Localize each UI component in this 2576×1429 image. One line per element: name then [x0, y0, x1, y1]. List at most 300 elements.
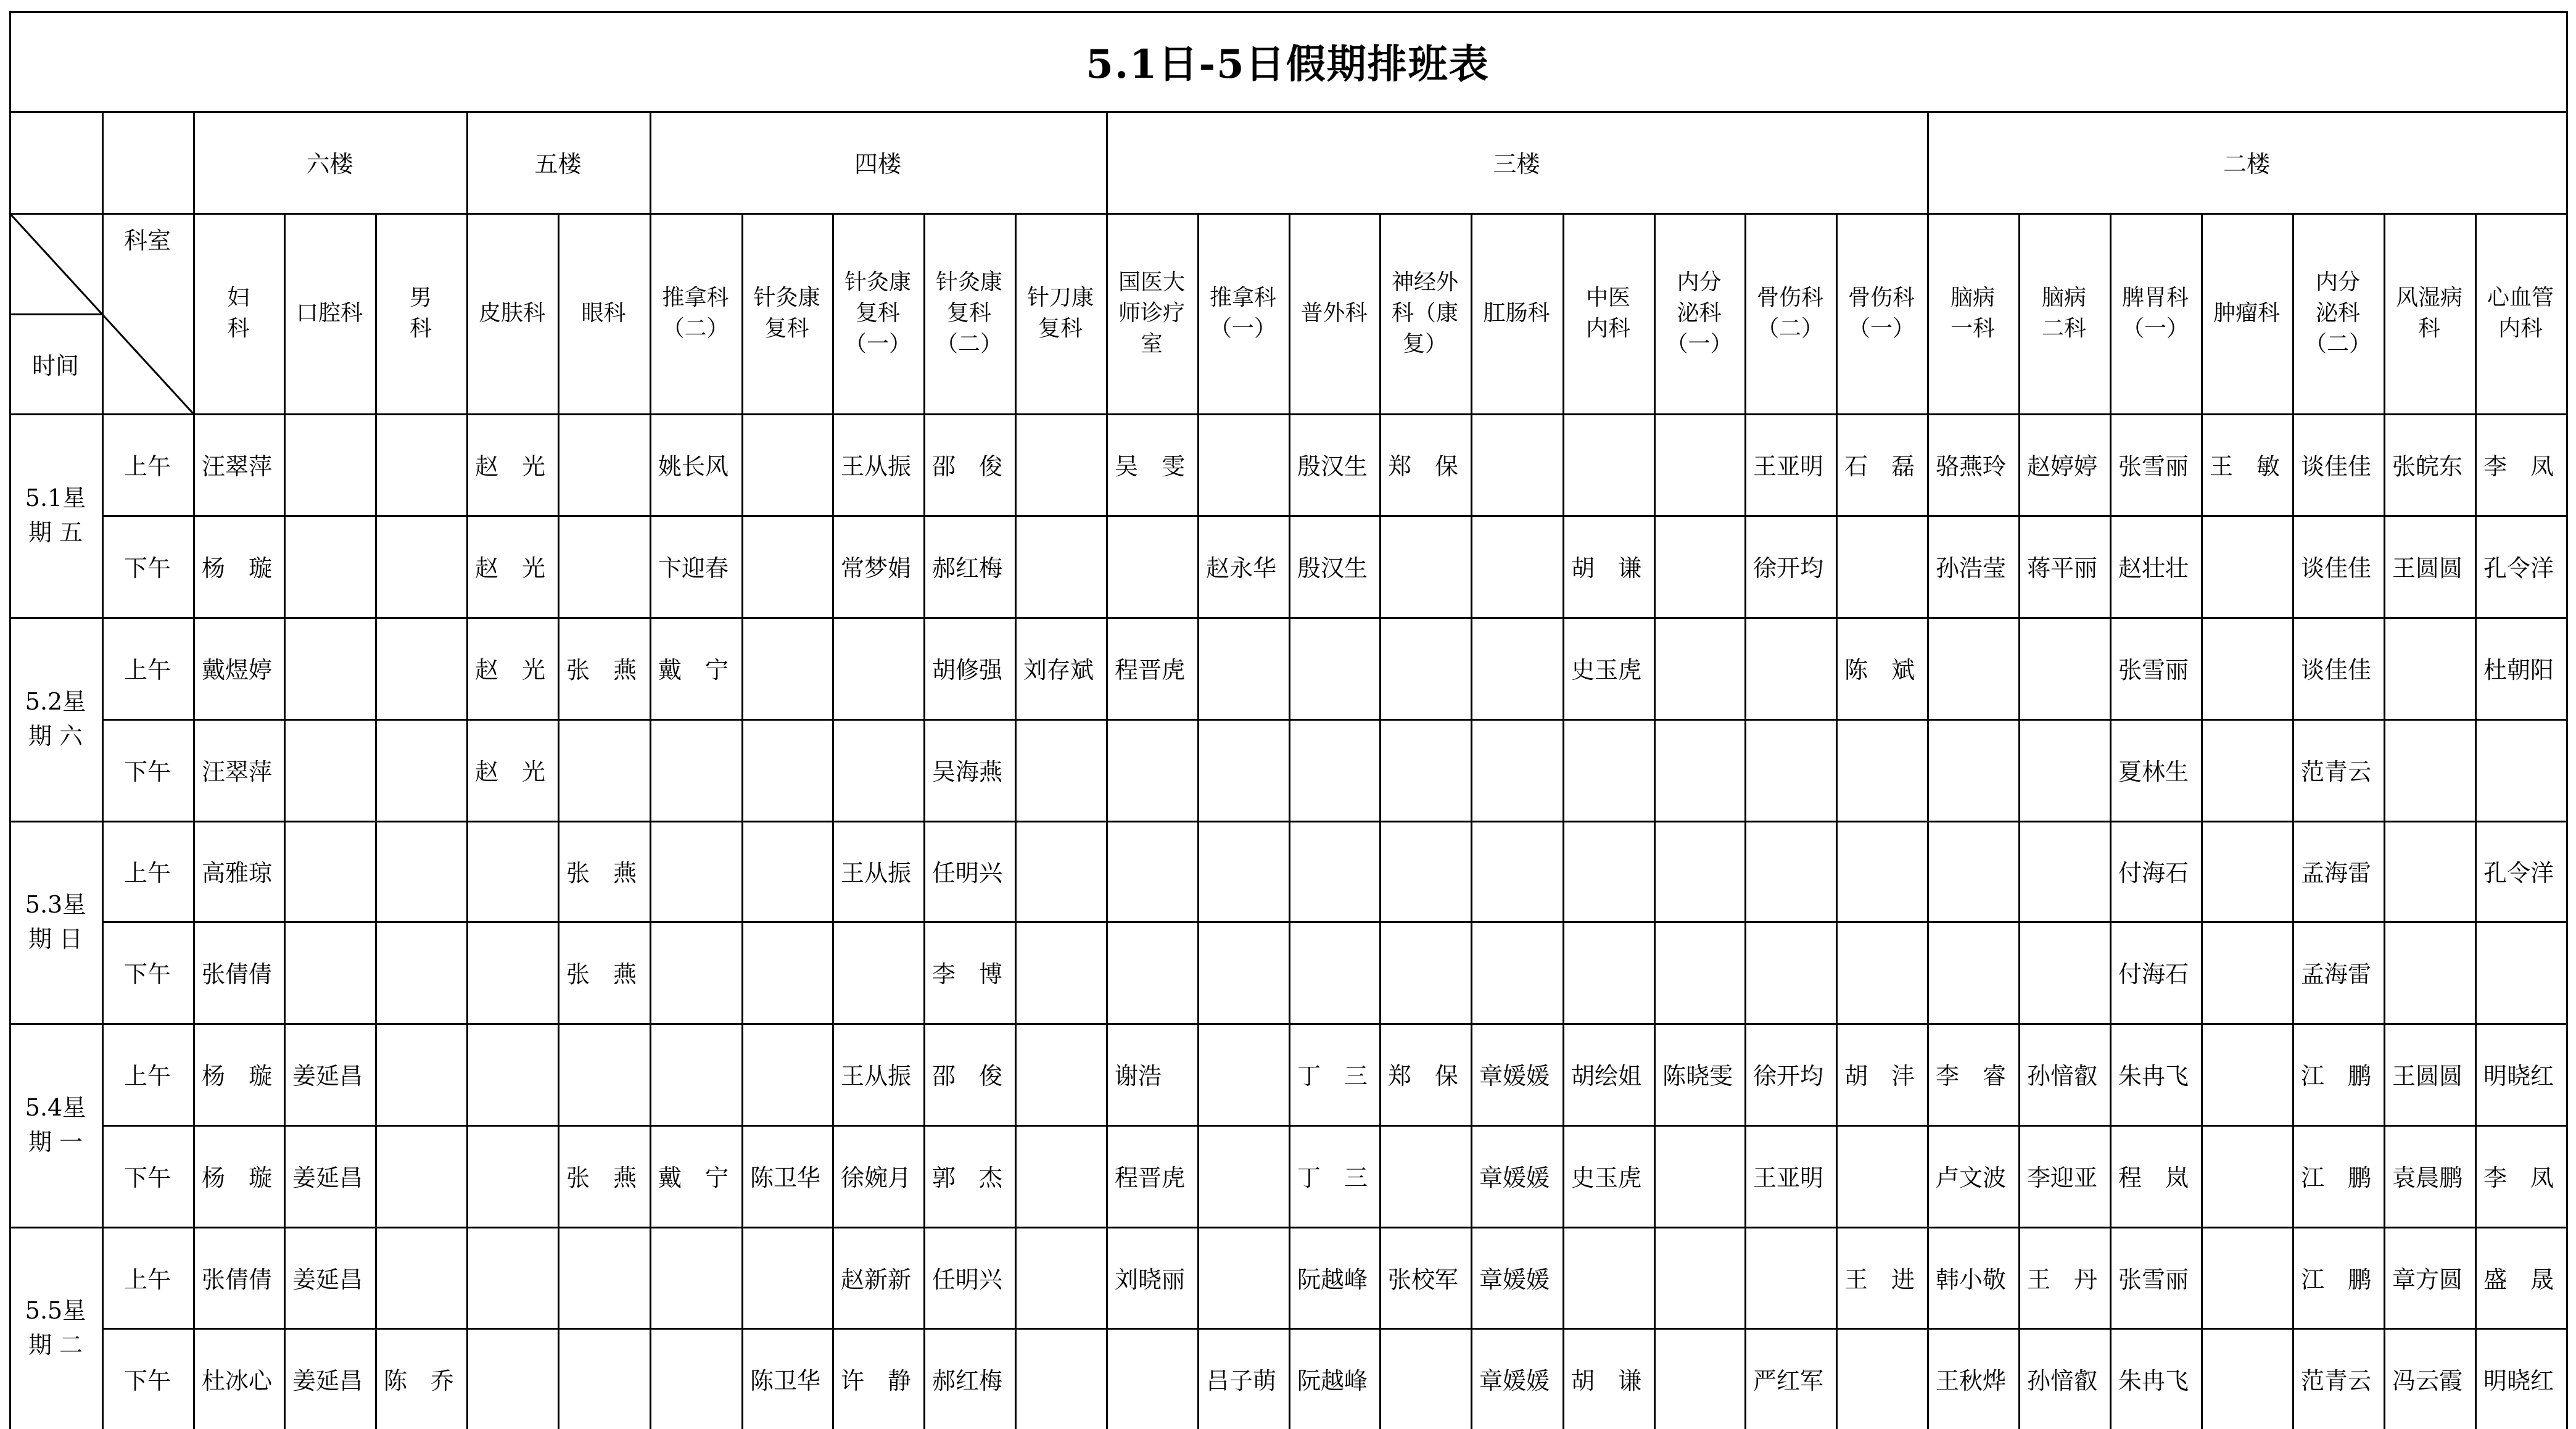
staff-name-cell — [2018, 719, 2110, 821]
staff-name-cell: 赵婷婷 — [2027, 453, 2098, 480]
staff-name-cell — [1106, 1328, 1197, 1429]
dept-header: 肿瘤科 — [2213, 300, 2280, 326]
staff-name-cell — [1927, 921, 2018, 1023]
staff-name-cell: 王秋烨 — [1936, 1367, 2007, 1394]
staff-name-cell: 赵壮壮 — [2118, 555, 2189, 582]
staff-name-cell — [1197, 1023, 1289, 1125]
corner-diagonal — [9, 213, 193, 413]
dept-header: 妇科 — [227, 284, 268, 341]
staff-name-cell: 杜朝阳 — [2483, 657, 2554, 684]
staff-name-cell: 赵 光 — [475, 758, 546, 785]
staff-name-cell — [1197, 821, 1289, 921]
staff-name-cell: 邵 俊 — [932, 1062, 1003, 1090]
staff-name-cell — [2201, 821, 2292, 921]
staff-name-cell: 章方圆 — [2392, 1265, 2463, 1293]
staff-name-cell — [1471, 719, 1563, 821]
staff-name-cell — [1197, 617, 1289, 719]
staff-name-cell: 姜延昌 — [292, 1062, 363, 1090]
staff-name-cell: 丁 三 — [1297, 1164, 1368, 1191]
staff-name-cell — [2384, 719, 2475, 821]
staff-name-cell: 胡 谦 — [1571, 555, 1642, 582]
staff-name-cell — [284, 617, 375, 719]
staff-name-cell: 胡 谦 — [1571, 1367, 1642, 1394]
staff-name-cell: 殷汉生 — [1297, 453, 1368, 480]
period-label: 上午 — [123, 1062, 171, 1090]
staff-name-cell — [1654, 1125, 1744, 1227]
staff-name-cell: 严红军 — [1753, 1367, 1824, 1394]
staff-name-cell: 孙愔叡 — [2027, 1062, 2098, 1090]
staff-name-cell — [1744, 617, 1836, 719]
staff-name-cell — [466, 1328, 558, 1429]
staff-name-cell — [284, 515, 375, 617]
staff-name-cell: 陈卫华 — [750, 1367, 821, 1394]
staff-name-cell — [1654, 413, 1744, 515]
staff-name-cell — [375, 515, 466, 617]
staff-name-cell — [1836, 719, 1927, 821]
staff-name-cell: 吴 雯 — [1115, 453, 1186, 480]
staff-name-cell — [1654, 1227, 1744, 1328]
staff-name-cell: 章媛媛 — [1479, 1367, 1550, 1394]
staff-name-cell — [2018, 821, 2110, 921]
dept-header: 骨伤科 （二） — [1756, 284, 1823, 341]
staff-name-cell — [558, 1328, 650, 1429]
staff-name-cell: 李 博 — [932, 961, 1003, 988]
staff-name-cell — [1654, 921, 1744, 1023]
staff-name-cell: 姜延昌 — [292, 1367, 363, 1394]
staff-name-cell — [1836, 821, 1927, 921]
staff-name-cell — [466, 921, 558, 1023]
staff-name-cell: 王亚明 — [1753, 453, 1824, 480]
dept-header: 中医 内科 — [1585, 284, 1630, 341]
staff-name-cell: 江 鹏 — [2301, 1265, 2372, 1293]
staff-name-cell: 胡修强 — [932, 657, 1003, 684]
staff-name-cell — [741, 1023, 832, 1125]
staff-name-cell — [375, 413, 466, 515]
staff-name-cell: 李 凤 — [2483, 1164, 2554, 1191]
staff-name-cell — [2384, 617, 2475, 719]
staff-name-cell: 孙愔叡 — [2027, 1367, 2098, 1394]
staff-name-cell: 姜延昌 — [292, 1164, 363, 1191]
staff-name-cell: 许 静 — [841, 1367, 912, 1394]
staff-name-cell: 张倩倩 — [202, 1265, 273, 1293]
staff-name-cell — [2384, 821, 2475, 921]
staff-name-cell — [1744, 821, 1836, 921]
staff-name-cell — [466, 1023, 558, 1125]
staff-name-cell: 江 鹏 — [2301, 1164, 2372, 1191]
staff-name-cell — [558, 1227, 650, 1328]
staff-name-cell: 赵 光 — [475, 453, 546, 480]
staff-name-cell: 杨 璇 — [202, 555, 273, 582]
staff-name-cell — [1379, 821, 1471, 921]
dept-header: 口腔科 — [295, 300, 363, 326]
staff-name-cell — [1015, 821, 1106, 921]
staff-name-cell: 赵 光 — [475, 555, 546, 582]
staff-name-cell: 杨 璇 — [202, 1164, 273, 1191]
day-label: 5.2星 期 六 — [25, 688, 86, 750]
staff-name-cell: 张雪丽 — [2118, 1265, 2189, 1293]
staff-name-cell: 王从振 — [841, 1062, 912, 1090]
staff-name-cell: 常梦娟 — [841, 555, 912, 582]
staff-name-cell: 徐开均 — [1753, 1062, 1824, 1090]
dept-header: 推拿科 （二） — [662, 284, 729, 341]
staff-name-cell — [284, 921, 375, 1023]
corner-dept-label: 科室 — [123, 226, 171, 254]
staff-name-cell — [1563, 1227, 1654, 1328]
staff-name-cell — [741, 413, 832, 515]
staff-name-cell — [650, 1328, 741, 1429]
staff-name-cell — [2475, 921, 2566, 1023]
staff-name-cell — [1471, 617, 1563, 719]
staff-name-cell: 邵 俊 — [932, 453, 1003, 480]
staff-name-cell: 姜延昌 — [292, 1265, 363, 1293]
staff-name-cell: 袁晨鹏 — [2392, 1164, 2463, 1191]
dept-header: 国医大 师诊疗 室 — [1118, 269, 1185, 357]
staff-name-cell — [741, 515, 832, 617]
staff-name-cell: 王圆圆 — [2392, 1062, 2463, 1090]
staff-name-cell — [1471, 821, 1563, 921]
staff-name-cell — [1379, 921, 1471, 1023]
staff-name-cell — [1289, 617, 1379, 719]
staff-name-cell: 刘存斌 — [1023, 657, 1094, 684]
staff-name-cell — [650, 921, 741, 1023]
staff-name-cell — [832, 719, 923, 821]
staff-name-cell: 戴煜婷 — [202, 657, 273, 684]
staff-name-cell — [1015, 1125, 1106, 1227]
staff-name-cell: 谈佳佳 — [2301, 657, 2372, 684]
dept-header: 针刀康 复科 — [1026, 284, 1094, 341]
staff-name-cell: 陈晓雯 — [1662, 1062, 1733, 1090]
staff-name-cell — [2201, 515, 2292, 617]
staff-name-cell — [1379, 617, 1471, 719]
staff-name-cell: 朱冉飞 — [2118, 1062, 2189, 1090]
staff-name-cell — [1015, 1227, 1106, 1328]
staff-name-cell — [1289, 821, 1379, 921]
staff-name-cell: 张 燕 — [566, 961, 637, 988]
staff-name-cell: 阮越峰 — [1297, 1367, 1368, 1394]
floor-header: 四楼 — [854, 151, 901, 178]
staff-name-cell: 赵新新 — [841, 1265, 912, 1293]
period-label: 下午 — [123, 555, 171, 582]
staff-name-cell: 徐婉月 — [841, 1164, 912, 1191]
floor-header: 二楼 — [2223, 151, 2270, 178]
staff-name-cell — [1015, 413, 1106, 515]
staff-name-cell — [558, 1023, 650, 1125]
staff-name-cell: 丁 三 — [1297, 1062, 1368, 1090]
staff-name-cell: 卞迎春 — [658, 555, 729, 582]
staff-name-cell — [466, 821, 558, 921]
staff-name-cell: 胡绘姐 — [1571, 1062, 1642, 1090]
staff-name-cell — [1379, 1125, 1471, 1227]
staff-name-cell: 赵 光 — [475, 657, 546, 684]
staff-name-cell: 吴海燕 — [932, 758, 1003, 785]
staff-name-cell: 章媛媛 — [1479, 1164, 1550, 1191]
staff-name-cell: 范青云 — [2301, 1367, 2372, 1394]
staff-name-cell — [1654, 617, 1744, 719]
staff-name-cell: 刘晓丽 — [1115, 1265, 1186, 1293]
staff-name-cell — [466, 1125, 558, 1227]
floor-header: 三楼 — [1493, 151, 1540, 178]
staff-name-cell: 任明兴 — [932, 859, 1003, 887]
staff-name-cell — [1471, 515, 1563, 617]
staff-name-cell: 韩小敬 — [1936, 1265, 2007, 1293]
staff-name-cell — [650, 821, 741, 921]
staff-name-cell: 付海石 — [2118, 961, 2189, 988]
period-label: 下午 — [123, 1367, 171, 1394]
staff-name-cell — [284, 719, 375, 821]
staff-name-cell: 史玉虎 — [1571, 657, 1642, 684]
staff-name-cell: 程晋虎 — [1115, 657, 1186, 684]
staff-name-cell: 陈卫华 — [750, 1164, 821, 1191]
staff-name-cell — [1379, 719, 1471, 821]
staff-name-cell: 张 燕 — [566, 859, 637, 887]
staff-name-cell: 张皖东 — [2392, 453, 2463, 480]
staff-name-cell — [1289, 921, 1379, 1023]
staff-name-cell: 戴 宁 — [658, 1164, 729, 1191]
staff-name-cell: 史玉虎 — [1571, 1164, 1642, 1191]
staff-name-cell — [2475, 719, 2566, 821]
staff-name-cell — [650, 1023, 741, 1125]
staff-name-cell: 付海石 — [2118, 859, 2189, 887]
staff-name-cell — [375, 1023, 466, 1125]
staff-name-cell — [832, 921, 923, 1023]
staff-name-cell — [1379, 515, 1471, 617]
staff-name-cell: 孔令洋 — [2483, 555, 2554, 582]
dept-header: 脾胃科 （一） — [2121, 284, 2189, 341]
staff-name-cell — [1836, 1328, 1927, 1429]
staff-name-cell: 张校军 — [1388, 1265, 1459, 1293]
staff-name-cell: 盛 晟 — [2483, 1265, 2554, 1293]
staff-name-cell — [1015, 719, 1106, 821]
staff-name-cell: 郭 杰 — [932, 1164, 1003, 1191]
staff-name-cell — [1836, 1125, 1927, 1227]
staff-name-cell — [1563, 413, 1654, 515]
period-label: 下午 — [123, 961, 171, 988]
staff-name-cell — [2384, 921, 2475, 1023]
staff-name-cell — [741, 921, 832, 1023]
staff-name-cell — [1744, 921, 1836, 1023]
staff-name-cell — [1015, 921, 1106, 1023]
staff-name-cell — [1197, 719, 1289, 821]
period-label: 下午 — [123, 1164, 171, 1191]
staff-name-cell: 程 岚 — [2118, 1164, 2189, 1191]
staff-name-cell: 朱冉飞 — [2118, 1367, 2189, 1394]
day-label: 5.1星 期 五 — [25, 484, 86, 546]
dept-header: 针灸康 复科 （一） — [844, 269, 911, 357]
staff-name-cell: 高雅琼 — [202, 859, 273, 887]
staff-name-cell — [375, 821, 466, 921]
staff-name-cell: 孔令洋 — [2483, 859, 2554, 887]
staff-name-cell: 李迎亚 — [2027, 1164, 2098, 1191]
dept-header: 风湿病 科 — [2395, 284, 2462, 341]
dept-header: 内分 泌科 （一） — [1666, 269, 1733, 357]
staff-name-cell: 李 睿 — [1936, 1062, 2007, 1090]
dept-header: 肛肠科 — [1483, 300, 1550, 326]
staff-name-cell: 谢浩 — [1115, 1062, 1162, 1090]
staff-name-cell: 冯云霞 — [2392, 1367, 2463, 1394]
staff-name-cell — [1927, 617, 2018, 719]
corner-time-label: 时间 — [31, 352, 79, 379]
staff-name-cell: 孙浩莹 — [1936, 555, 2007, 582]
staff-name-cell — [1379, 1328, 1471, 1429]
staff-name-cell: 夏林生 — [2118, 758, 2189, 785]
staff-name-cell: 陈 斌 — [1844, 657, 1915, 684]
dept-header: 普外科 — [1300, 300, 1368, 326]
staff-name-cell: 江 鹏 — [2301, 1062, 2372, 1090]
staff-name-cell — [2201, 1227, 2292, 1328]
dept-header: 骨伤科 （一） — [1847, 284, 1915, 341]
staff-name-cell — [558, 515, 650, 617]
staff-name-cell — [650, 1227, 741, 1328]
staff-name-cell: 章媛媛 — [1479, 1265, 1550, 1293]
period-label: 上午 — [123, 657, 171, 684]
staff-name-cell: 李 凤 — [2483, 453, 2554, 480]
staff-name-cell: 张雪丽 — [2118, 453, 2189, 480]
staff-name-cell: 蒋平丽 — [2027, 555, 2098, 582]
dept-header: 脑病 二科 — [2041, 284, 2086, 341]
staff-name-cell — [1106, 921, 1197, 1023]
staff-name-cell: 孟海雷 — [2301, 859, 2372, 887]
staff-name-cell: 张雪丽 — [2118, 657, 2189, 684]
staff-name-cell — [650, 719, 741, 821]
staff-name-cell — [2201, 1023, 2292, 1125]
staff-name-cell — [1106, 719, 1197, 821]
staff-name-cell — [466, 1227, 558, 1328]
staff-name-cell: 王 丹 — [2027, 1265, 2098, 1293]
staff-name-cell — [2018, 921, 2110, 1023]
staff-name-cell: 王圆圆 — [2392, 555, 2463, 582]
staff-name-cell — [1197, 921, 1289, 1023]
staff-name-cell — [741, 821, 832, 921]
staff-name-cell — [375, 1125, 466, 1227]
dept-header: 推拿科 （一） — [1209, 284, 1276, 341]
staff-name-cell — [1106, 821, 1197, 921]
staff-name-cell — [1654, 1328, 1744, 1429]
dept-header: 眼科 — [581, 300, 626, 326]
staff-name-cell: 张 燕 — [566, 1164, 637, 1191]
staff-name-cell — [1289, 719, 1379, 821]
staff-name-cell — [1836, 515, 1927, 617]
staff-name-cell: 戴 宁 — [658, 657, 729, 684]
staff-name-cell: 明晓红 — [2483, 1062, 2554, 1090]
staff-name-cell — [1654, 515, 1744, 617]
dept-header: 心血管 内科 — [2487, 284, 2554, 341]
staff-name-cell: 汪翠萍 — [202, 758, 273, 785]
dept-header: 针灸康 复科 （二） — [935, 269, 1002, 357]
staff-name-cell: 徐开均 — [1753, 555, 1824, 582]
period-label: 上午 — [123, 453, 171, 480]
staff-name-cell — [741, 719, 832, 821]
staff-name-cell — [741, 1227, 832, 1328]
staff-name-cell: 殷汉生 — [1297, 555, 1368, 582]
page-title: 5.1日-5日假期排班表 — [1086, 41, 1490, 88]
day-label: 5.3星 期 日 — [25, 891, 86, 953]
staff-name-cell: 姚长风 — [658, 453, 729, 480]
staff-name-cell — [1927, 719, 2018, 821]
staff-name-cell — [375, 1227, 466, 1328]
dept-header: 神经外 科（康 复） — [1391, 269, 1458, 357]
staff-name-cell: 谈佳佳 — [2301, 453, 2372, 480]
staff-name-cell: 王亚明 — [1753, 1164, 1824, 1191]
staff-name-cell — [1197, 1227, 1289, 1328]
staff-name-cell — [1471, 413, 1563, 515]
period-label: 上午 — [123, 1265, 171, 1293]
dept-header: 内分 泌科 （二） — [2304, 269, 2371, 357]
staff-name-cell — [1836, 921, 1927, 1023]
period-label: 下午 — [123, 758, 171, 785]
staff-name-cell — [1744, 719, 1836, 821]
staff-name-cell — [2201, 719, 2292, 821]
staff-name-cell — [1563, 821, 1654, 921]
staff-name-cell — [1015, 1328, 1106, 1429]
day-label: 5.4星 期 一 — [25, 1094, 86, 1156]
staff-name-cell: 杨 璇 — [202, 1062, 273, 1090]
staff-name-cell: 范青云 — [2301, 758, 2372, 785]
staff-name-cell — [284, 413, 375, 515]
staff-name-cell — [832, 617, 923, 719]
staff-name-cell — [1197, 1125, 1289, 1227]
staff-name-cell: 郑 保 — [1388, 453, 1459, 480]
staff-name-cell: 汪翠萍 — [202, 453, 273, 480]
staff-name-cell: 明晓红 — [2483, 1367, 2554, 1394]
staff-name-cell — [1471, 921, 1563, 1023]
staff-name-cell: 胡 沣 — [1844, 1062, 1915, 1090]
day-label: 5.5星 期 二 — [25, 1297, 86, 1359]
staff-name-cell: 卢文波 — [1936, 1164, 2007, 1191]
staff-name-cell: 王从振 — [841, 453, 912, 480]
staff-name-cell — [2201, 1328, 2292, 1429]
staff-name-cell — [558, 719, 650, 821]
dept-header: 男科 — [409, 284, 450, 341]
floor-header: 六楼 — [306, 151, 353, 178]
staff-name-cell: 郝红梅 — [932, 555, 1003, 582]
staff-name-cell: 王 进 — [1844, 1265, 1915, 1293]
staff-name-cell: 郝红梅 — [932, 1367, 1003, 1394]
staff-name-cell — [1563, 719, 1654, 821]
staff-name-cell — [2201, 1125, 2292, 1227]
staff-name-cell — [2201, 617, 2292, 719]
staff-name-cell: 吕子萌 — [1206, 1367, 1277, 1394]
staff-name-cell — [1106, 515, 1197, 617]
staff-name-cell: 章媛媛 — [1479, 1062, 1550, 1090]
staff-name-cell — [375, 617, 466, 719]
dept-header: 针灸康 复科 — [753, 284, 820, 341]
dept-header: 脑病 一科 — [1950, 284, 1995, 341]
staff-name-cell: 任明兴 — [932, 1265, 1003, 1293]
staff-name-cell: 张 燕 — [566, 657, 637, 684]
staff-name-cell — [375, 719, 466, 821]
staff-name-cell — [1563, 921, 1654, 1023]
staff-name-cell: 王 敏 — [2210, 453, 2281, 480]
staff-name-cell — [1654, 821, 1744, 921]
staff-name-cell: 张倩倩 — [202, 961, 273, 988]
staff-name-cell: 郑 保 — [1388, 1062, 1459, 1090]
staff-name-cell: 骆燕玲 — [1936, 453, 2007, 480]
staff-name-cell — [1654, 719, 1744, 821]
staff-name-cell — [1015, 515, 1106, 617]
staff-name-cell — [741, 617, 832, 719]
staff-name-cell: 阮越峰 — [1297, 1265, 1368, 1293]
staff-name-cell: 赵永华 — [1206, 555, 1277, 582]
staff-name-cell — [1927, 821, 2018, 921]
staff-name-cell: 孟海雷 — [2301, 961, 2372, 988]
period-label: 上午 — [123, 859, 171, 887]
staff-name-cell: 杜冰心 — [202, 1367, 273, 1394]
staff-name-cell — [2201, 921, 2292, 1023]
staff-name-cell — [375, 921, 466, 1023]
staff-name-cell — [1015, 1023, 1106, 1125]
floor-header: 五楼 — [534, 151, 582, 178]
staff-name-cell: 王从振 — [841, 859, 912, 887]
